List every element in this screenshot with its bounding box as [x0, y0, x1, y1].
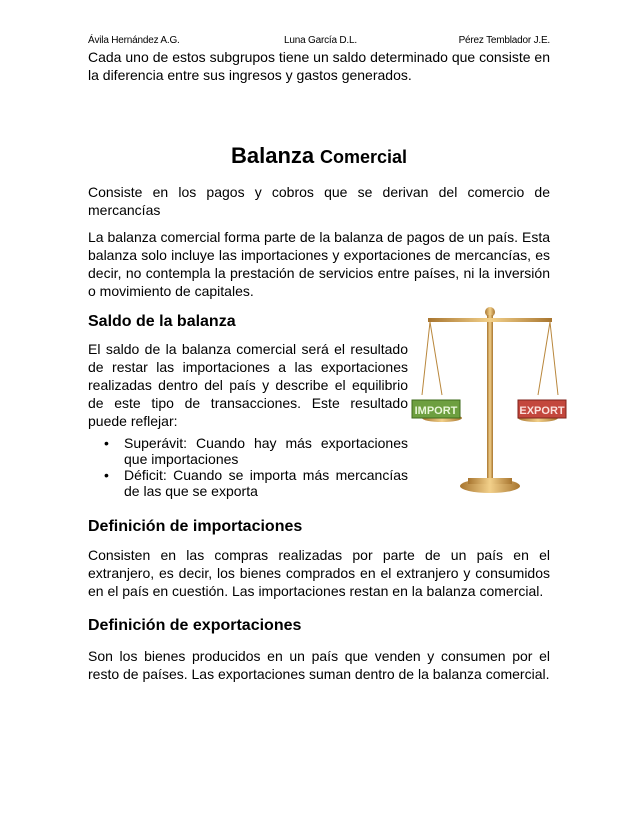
saldo-list: [100, 435, 408, 499]
importaciones-paragraph: Consisten en las compras realizadas por parte de un país en el extranjero, es decir, los bienes comprados en el extranjero y consumidos en el país en cuestión. Las importaciones restan en la balanza comercial.: [88, 547, 550, 599]
exportaciones-paragraph: Son los bienes producidos en un país que venden y consumen por el resto de países. Las exportaciones suman dentro de la balanza comercial.: [88, 648, 550, 682]
list-item: • Déficit: Cuando se importa más mercancías de las que se exporta: [104, 467, 408, 499]
page-header: [88, 35, 550, 47]
header-author-3: Pérez Temblador J.E.: [458, 35, 550, 46]
list-item: • Superávit: Cuando hay más exportaciones que importaciones: [104, 435, 408, 467]
definition-paragraph: Consiste en los pagos y cobros que se derivan del comercio de mercancías: [88, 184, 550, 218]
balance-scale-image: [414, 300, 565, 500]
list-item-text: Superávit: Cuando hay más exportaciones que importaciones: [124, 435, 408, 467]
exportaciones-heading: Definición de exportaciones: [88, 617, 302, 634]
export-label: EXPORT: [519, 405, 565, 417]
page-title: [0, 143, 638, 169]
intro-paragraph: Cada uno de estos subgrupos tiene un saldo determinado que consiste en la diferencia entre sus ingresos y gastos generados.: [88, 49, 550, 83]
title-part-1: Balanza: [230, 143, 315, 168]
header-author-2: Luna García D.L.: [284, 35, 357, 46]
importaciones-heading: Definición de importaciones: [88, 518, 303, 535]
import-block: [412, 400, 460, 418]
export-block: [518, 400, 566, 418]
saldo-paragraph: El saldo de la balanza comercial será el resultado de restar las importaciones a las exportaciones realizadas dentro del país y describe el equilibrio de este tipo de transacciones. Este resultado puede reflejar:: [88, 341, 408, 429]
title-part-2: Comercial: [319, 147, 408, 167]
list-item-text: Déficit: Cuando se importa más mercancías de las que se exporta: [124, 467, 408, 499]
header-author-1: Ávila Hernández A.G.: [88, 35, 180, 46]
saldo-heading: Saldo de la balanza: [88, 313, 236, 330]
explanation-paragraph: La balanza comercial forma parte de la balanza de pagos de un país. Esta balanza solo incluye las importaciones y exportaciones de mercancías, es decir, no contempla la prestación de servicios entre países, ni la inversión o movimiento de capitales.: [88, 229, 550, 299]
import-label: IMPORT: [414, 405, 458, 417]
